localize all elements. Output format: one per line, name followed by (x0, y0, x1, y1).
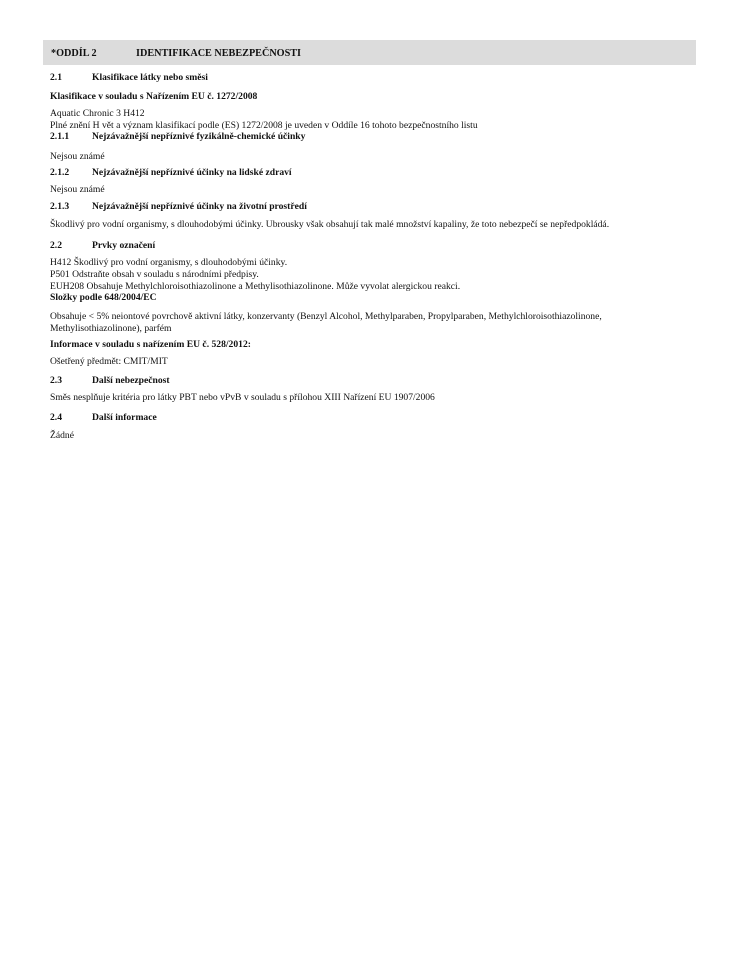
subsection-title: Další informace (92, 412, 157, 423)
subsection-number: 2.3 (50, 375, 62, 386)
subsection-2-3-text: Směs nesplňuje kritéria pro látky PBT nebo vPvB v souladu s přílohou XIII Nařízení EU 1907/2006 (50, 392, 435, 403)
subsection-2-1-3-heading (50, 201, 307, 213)
regulation-text: Ošetřený předmět: CMIT/MIT (50, 356, 168, 367)
subsection-title: Další nebezpečnost (92, 375, 170, 386)
subsection-title: Nejzávažnější nepříznivé fyzikálně-chemické účinky (92, 131, 306, 142)
subsection-2-3-heading (50, 375, 170, 387)
subsection-number: 2.1.2 (50, 167, 70, 178)
subsection-number: 2.2 (50, 240, 62, 251)
subsection-number: 2.1.1 (50, 131, 70, 142)
section-title: IDENTIFIKACE NEBEZPEČNOSTI (136, 48, 302, 59)
subsection-2-1-2-text: Nejsou známé (50, 184, 105, 195)
components-text-line: Methylisothiazolinone), parfém (50, 323, 172, 334)
section-number: *ODDÍL 2 (51, 48, 97, 59)
subsection-2-2-heading (50, 240, 155, 252)
subsection-title: Prvky označení (92, 240, 156, 251)
subsection-title: Nejzávažnější nepříznivé účinky na životní prostředí (92, 201, 307, 212)
components-subheading: Složky podle 648/2004/EC (50, 292, 157, 303)
subsection-2-1-2-heading (50, 167, 292, 179)
subsection-number: 2.1.3 (50, 201, 70, 212)
label-element-line: EUH208 Obsahuje Methylchloroisothiazolinone a Methylisothiazolinone. Může vyvolat alergickou reakci. (50, 281, 461, 292)
components-text-line: Obsahuje < 5% neiontové povrchově aktivní látky, konzervanty (Benzyl Alcohol, Methylparaben, Propylparaben, Methylchloroisothiazolinone, (50, 311, 602, 322)
subsection-title: Nejzávažnější nepříznivé účinky na lidské zdraví (92, 167, 292, 178)
section-header (43, 40, 696, 65)
regulation-subheading: Informace v souladu s nařízením EU č. 528/2012: (50, 339, 251, 350)
subsection-2-4-text: Žádné (50, 430, 74, 441)
classification-line: Plné znění H vět a význam klasifikací podle (ES) 1272/2008 je uveden v Oddíle 16 tohoto bezpečnostního listu (50, 120, 478, 131)
label-element-line: P501 Odstraňte obsah v souladu s národními předpisy. (50, 269, 259, 280)
subsection-2-1-heading (50, 72, 208, 84)
subsection-number: 2.4 (50, 412, 62, 423)
classification-subheading: Klasifikace v souladu s Nařízením EU č. 1272/2008 (50, 91, 258, 102)
subsection-title: Klasifikace látky nebo směsi (92, 72, 208, 83)
subsection-number: 2.1 (50, 72, 62, 83)
subsection-2-1-1-heading (50, 131, 305, 143)
classification-line: Aquatic Chronic 3 H412 (50, 108, 145, 119)
subsection-2-1-1-text: Nejsou známé (50, 151, 105, 162)
subsection-2-4-heading (50, 412, 157, 424)
subsection-2-1-3-text: Škodlivý pro vodní organismy, s dlouhodobými účinky. Ubrousky však obsahují tak malé množství kapaliny, že toto nebezpečí se nepředpokládá. (50, 219, 610, 230)
label-element-line: H412 Škodlivý pro vodní organismy, s dlouhodobými účinky. (50, 257, 288, 268)
